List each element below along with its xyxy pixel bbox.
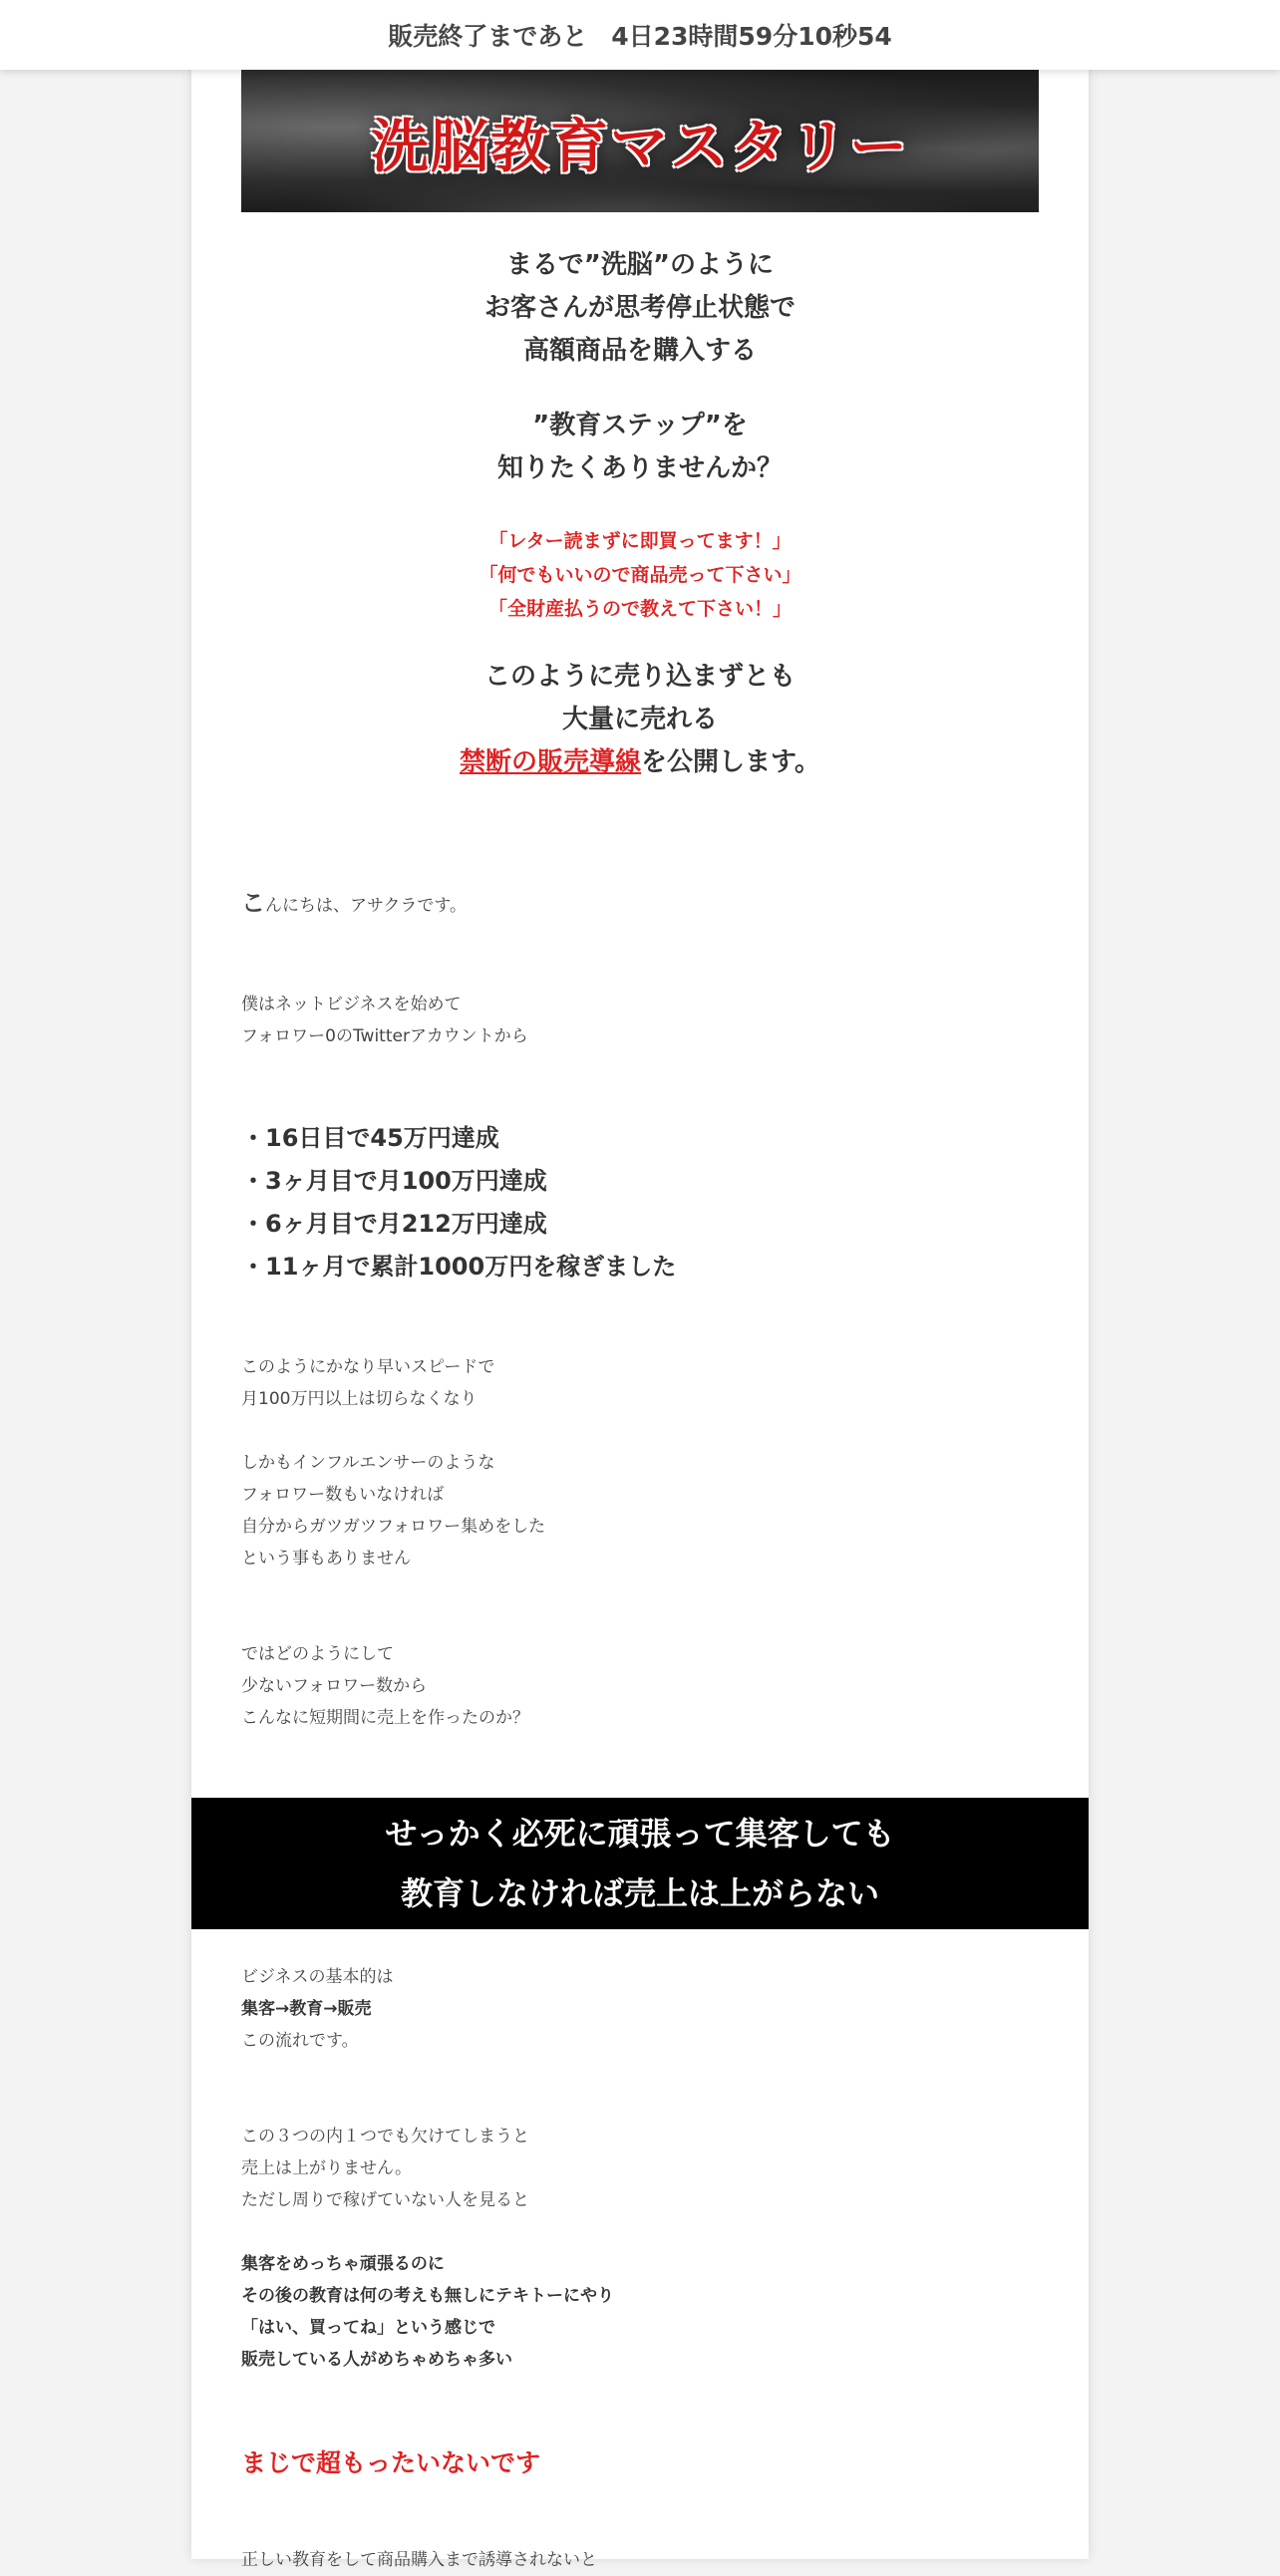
text-line: という事もありません — [241, 1549, 411, 1569]
text-line: 少ないフォロワー数から — [241, 1676, 428, 1696]
hero-line: 大量に売れる — [561, 705, 718, 734]
text-line: 販売している人がめちゃめちゃ多い — [241, 2350, 512, 2370]
achievement-item: ・16日目で45万円達成 — [241, 1124, 499, 1152]
flow-text: 集客→教育→販売 — [241, 1999, 372, 2019]
section-heading-line: せっかく必死に頑張って集客しても — [385, 1815, 895, 1853]
quote: 「何でもいいので商品売って下さい」 — [479, 564, 801, 586]
achievement-item: ・3ヶ月目で月100万円達成 — [241, 1167, 547, 1195]
text-line: 月100万円以上は切らなくなり — [241, 1389, 478, 1409]
greeting-text: んにちは、アサクラです。 — [265, 896, 467, 916]
greeting-first-char: こ — [241, 889, 265, 917]
banner-title: 洗脳教育マスタリー — [370, 112, 909, 180]
countdown-label: 販売終了まであと — [388, 22, 588, 51]
text-line: ではどのようにして — [241, 1644, 394, 1664]
text-line: この３つの内１つでも欠けてしまうと — [241, 2127, 529, 2147]
quote: 「全財産払うので教えて下さい！」 — [487, 598, 792, 620]
quote: 「レター読まずに即買ってます！」 — [488, 530, 792, 552]
achievement-item: ・11ヶ月で累計1000万円を稼ぎました — [241, 1253, 677, 1281]
text-line: その後の教育は何の考えも無しにテキトーにやり — [241, 2286, 614, 2306]
section-heading-band — [191, 1798, 1089, 1929]
text-line: フォロワー0のTwitterアカウントから — [241, 1026, 528, 1046]
achievement-item: ・6ヶ月目で月212万円達成 — [241, 1210, 547, 1238]
intro-paragraph-4 — [241, 1638, 1039, 1734]
hero-line: このように売り込まずとも — [483, 662, 796, 692]
hero-lines-3 — [241, 656, 1039, 784]
section-paragraph-1 — [241, 1961, 1039, 2057]
section-paragraph-3 — [241, 2248, 1039, 2376]
countdown-timer: 4日23時間59分10秒54 — [611, 22, 892, 51]
text-line: フォロワー数もいなければ — [241, 1485, 445, 1505]
text-line: 集客をめっちゃ頑張るのに — [241, 2254, 445, 2274]
testimonial-quotes — [241, 524, 1039, 626]
countdown-bar — [0, 0, 1280, 70]
greeting — [241, 887, 1039, 922]
intro-paragraph-1 — [241, 989, 1039, 1052]
hero-lines-2 — [241, 405, 1039, 490]
cut-off-line: 正しい教育をして商品購入まで誘導されないと — [241, 2550, 597, 2570]
hero-line-reveal — [241, 741, 1039, 784]
text-line: このようにかなり早いスピードで — [241, 1357, 495, 1377]
intro-paragraph-2 — [241, 1351, 1039, 1415]
achievement-list — [241, 1117, 1039, 1288]
text-line: しかもインフルエンサーのような — [241, 1453, 495, 1473]
text-line: 売上は上がりません。 — [241, 2158, 413, 2178]
hero-line: まるで”洗脳”のように — [506, 250, 774, 280]
forbidden-funnel-link[interactable]: 禁断の販売導線 — [460, 747, 642, 777]
text-line: 「はい、買ってね」という感じで — [241, 2318, 495, 2338]
text-line: 僕はネットビジネスを始めて — [241, 995, 462, 1014]
hero-lines-1 — [241, 244, 1039, 373]
intro-paragraph-3 — [241, 1447, 1039, 1574]
emphasis-text: まじで超もったいないです — [241, 2448, 541, 2477]
hero-line: 高額商品を購入する — [522, 336, 757, 366]
hero-link-suffix: を公開します。 — [641, 747, 820, 777]
page-container — [191, 0, 1089, 2570]
section-paragraph-2 — [241, 2121, 1039, 2216]
hero-line: ”教育ステップ”を — [532, 411, 748, 440]
hero-banner — [241, 70, 1039, 212]
text-line: 自分からガツガツフォロワー集めをした — [241, 1517, 546, 1537]
section-heading-line: 教育しなければ売上は上がらない — [400, 1874, 879, 1912]
text-line: こんなに短期間に売上を作ったのか？ — [241, 1708, 529, 1728]
text-line: この流れです。 — [241, 2031, 359, 2051]
text-line: ビジネスの基本的は — [241, 1967, 394, 1987]
hero-line: 知りたくありませんか？ — [496, 453, 783, 483]
hero-line: お客さんが思考停止状態で — [483, 293, 796, 323]
text-line: ただし周りで稼げていない人を見ると — [241, 2190, 529, 2210]
